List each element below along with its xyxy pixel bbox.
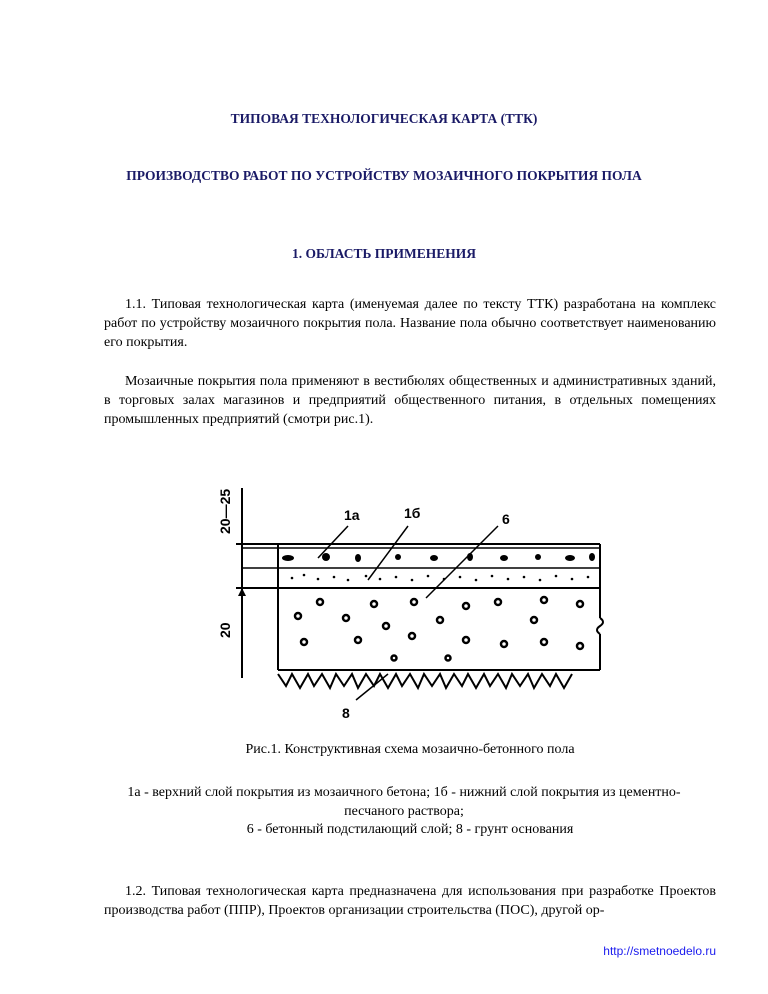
section-heading: 1. ОБЛАСТЬ ПРИМЕНЕНИЯ bbox=[291, 246, 477, 261]
label-1a: 1а bbox=[344, 507, 360, 523]
floor-construction-diagram bbox=[208, 478, 624, 730]
concrete-aggregate bbox=[295, 597, 583, 661]
leader-1a bbox=[318, 526, 348, 558]
break-mark bbox=[597, 618, 603, 634]
paragraph-1-1: 1.1. Типовая технологическая карта (именуемая далее по тексту ТТК) разработана на комплекс работ по устройству мозаичного покрытия пола. Название пола обычно соответствует наименованию его покрытия. bbox=[104, 297, 716, 350]
label-8: 8 bbox=[342, 705, 350, 721]
figure-legend-line-2: 6 - бетонный подстилающий слой; 8 - грунт основания bbox=[246, 822, 574, 837]
leader-1b bbox=[368, 526, 408, 580]
figure-legend-line-1: 1а - верхний слой покрытия из мозаичного бетона; 1б - нижний слой покрытия из цементно-песчаного раствора; bbox=[127, 785, 681, 819]
label-1b: 1б bbox=[404, 505, 421, 521]
footer-link[interactable]: http://smetnoedelo.ru bbox=[603, 944, 716, 958]
ground-hatching bbox=[278, 674, 572, 688]
mosaic-aggregate bbox=[282, 553, 595, 562]
label-6: 6 bbox=[502, 511, 510, 527]
sand-dots bbox=[291, 574, 590, 582]
diagram-svg bbox=[208, 478, 624, 730]
dimension-label-top: 20—25 bbox=[217, 488, 233, 534]
document-title: ТИПОВАЯ ТЕХНОЛОГИЧЕСКАЯ КАРТА (ТТК) bbox=[230, 111, 538, 126]
figure-caption: Рис.1. Конструктивная схема мозаично-бетонного пола bbox=[245, 742, 575, 757]
paragraph-1-2: 1.2. Типовая технологическая карта предназначена для использования при разработке Проектов производства работ (ППР), Проектов организации строительства (ПОС), другой ор- bbox=[104, 884, 716, 918]
dimension-label-bottom: 20 bbox=[217, 622, 233, 638]
paragraph-usage: Мозаичные покрытия пола применяют в вестибюлях общественных и административных зданий, в торговых залах магазинов и предприятий общественного питания, в отдельных помещениях промышленных предприятий (смотри рис.1). bbox=[104, 374, 716, 427]
document-subtitle: ПРОИЗВОДСТВО РАБОТ ПО УСТРОЙСТВУ МОЗАИЧНОГО ПОКРЫТИЯ ПОЛА bbox=[126, 168, 642, 183]
leader-8 bbox=[356, 674, 388, 700]
